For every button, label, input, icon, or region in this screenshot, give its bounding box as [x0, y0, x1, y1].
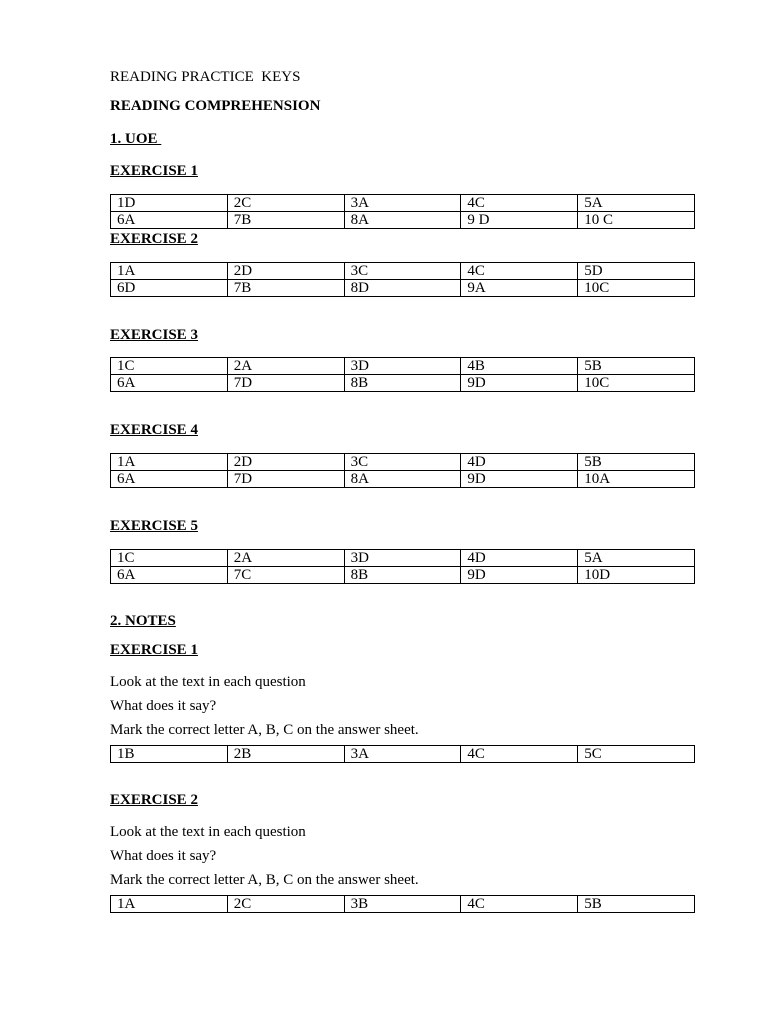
answer-cell: 6A	[111, 567, 228, 584]
answer-cell: 5D	[578, 263, 695, 280]
notes-exercise-1-answer-table	[110, 745, 695, 763]
table-row	[111, 263, 695, 280]
answer-cell: 3A	[344, 746, 461, 763]
answer-cell: 6A	[111, 471, 228, 488]
table-row	[111, 567, 695, 584]
answer-cell: 10C	[578, 375, 695, 392]
instruction-line: What does it say?	[110, 848, 217, 864]
answer-cell: 9 D	[461, 212, 578, 229]
answer-cell: 3C	[344, 263, 461, 280]
answer-cell: 6A	[111, 375, 228, 392]
table-row	[111, 896, 695, 913]
uoe-exercise-3-heading: EXERCISE 3	[110, 327, 198, 343]
answer-cell: 1C	[111, 550, 228, 567]
answer-cell: 6D	[111, 280, 228, 297]
answer-cell: 9D	[461, 471, 578, 488]
answer-cell: 8A	[344, 212, 461, 229]
instruction-line: Mark the correct letter A, B, C on the answer sheet.	[110, 722, 419, 738]
table-row	[111, 471, 695, 488]
instruction-line: Look at the text in each question	[110, 824, 306, 840]
answer-cell: 2B	[227, 746, 344, 763]
answer-cell: 2D	[227, 263, 344, 280]
notes-exercise-2-heading: EXERCISE 2	[110, 792, 198, 808]
notes-exercise-2-answer-table	[110, 895, 695, 913]
answer-cell: 2C	[227, 896, 344, 913]
answer-cell: 7D	[227, 375, 344, 392]
document-subtitle: READING COMPREHENSION	[110, 98, 321, 114]
notes-exercise-1-heading: EXERCISE 1	[110, 642, 198, 658]
answer-cell: 5B	[578, 358, 695, 375]
answer-cell: 4B	[461, 358, 578, 375]
answer-cell: 10 C	[578, 212, 695, 229]
answer-cell: 7D	[227, 471, 344, 488]
answer-cell: 1A	[111, 896, 228, 913]
uoe-exercise-5-answer-table	[110, 549, 695, 584]
answer-cell: 1D	[111, 195, 228, 212]
uoe-exercise-1-heading: EXERCISE 1	[110, 163, 198, 179]
answer-cell: 8D	[344, 280, 461, 297]
table-row	[111, 195, 695, 212]
answer-cell: 10C	[578, 280, 695, 297]
document-title: READING PRACTICE KEYS	[110, 69, 301, 85]
table-row	[111, 358, 695, 375]
answer-cell: 4C	[461, 263, 578, 280]
answer-cell: 3D	[344, 550, 461, 567]
answer-cell: 3B	[344, 896, 461, 913]
answer-cell: 1A	[111, 263, 228, 280]
answer-cell: 3C	[344, 454, 461, 471]
table-row	[111, 550, 695, 567]
answer-cell: 1A	[111, 454, 228, 471]
answer-cell: 7B	[227, 212, 344, 229]
answer-cell: 2C	[227, 195, 344, 212]
answer-cell: 4D	[461, 550, 578, 567]
answer-cell: 10D	[578, 567, 695, 584]
table-row	[111, 212, 695, 229]
answer-cell: 5C	[578, 746, 695, 763]
section-heading-uoe: 1. UOE	[110, 131, 162, 147]
table-row	[111, 746, 695, 763]
instruction-line: What does it say?	[110, 698, 217, 714]
answer-cell: 5B	[578, 454, 695, 471]
table-row	[111, 454, 695, 471]
uoe-exercise-4-answer-table	[110, 453, 695, 488]
table-row	[111, 280, 695, 297]
uoe-exercise-2-heading: EXERCISE 2	[110, 231, 198, 247]
answer-cell: 4D	[461, 454, 578, 471]
answer-cell: 3D	[344, 358, 461, 375]
answer-cell: 9D	[461, 567, 578, 584]
answer-cell: 8A	[344, 471, 461, 488]
uoe-exercise-3-answer-table	[110, 357, 695, 392]
uoe-exercise-4-heading: EXERCISE 4	[110, 422, 198, 438]
uoe-exercise-5-heading: EXERCISE 5	[110, 518, 198, 534]
answer-cell: 10A	[578, 471, 695, 488]
uoe-exercise-1-answer-table	[110, 194, 695, 229]
answer-cell: 5B	[578, 896, 695, 913]
answer-cell: 2A	[227, 358, 344, 375]
answer-cell: 9D	[461, 375, 578, 392]
answer-cell: 6A	[111, 212, 228, 229]
answer-cell: 5A	[578, 195, 695, 212]
answer-cell: 4C	[461, 195, 578, 212]
uoe-exercise-2-answer-table	[110, 262, 695, 297]
answer-cell: 1B	[111, 746, 228, 763]
answer-cell: 7C	[227, 567, 344, 584]
answer-cell: 9A	[461, 280, 578, 297]
answer-cell: 5A	[578, 550, 695, 567]
instruction-line: Mark the correct letter A, B, C on the answer sheet.	[110, 872, 419, 888]
answer-cell: 4C	[461, 746, 578, 763]
answer-cell: 7B	[227, 280, 344, 297]
section-heading-notes: 2. NOTES	[110, 613, 176, 629]
answer-cell: 3A	[344, 195, 461, 212]
answer-cell: 4C	[461, 896, 578, 913]
table-row	[111, 375, 695, 392]
answer-cell: 8B	[344, 375, 461, 392]
answer-cell: 2D	[227, 454, 344, 471]
answer-cell: 8B	[344, 567, 461, 584]
instruction-line: Look at the text in each question	[110, 674, 306, 690]
answer-cell: 1C	[111, 358, 228, 375]
answer-cell: 2A	[227, 550, 344, 567]
